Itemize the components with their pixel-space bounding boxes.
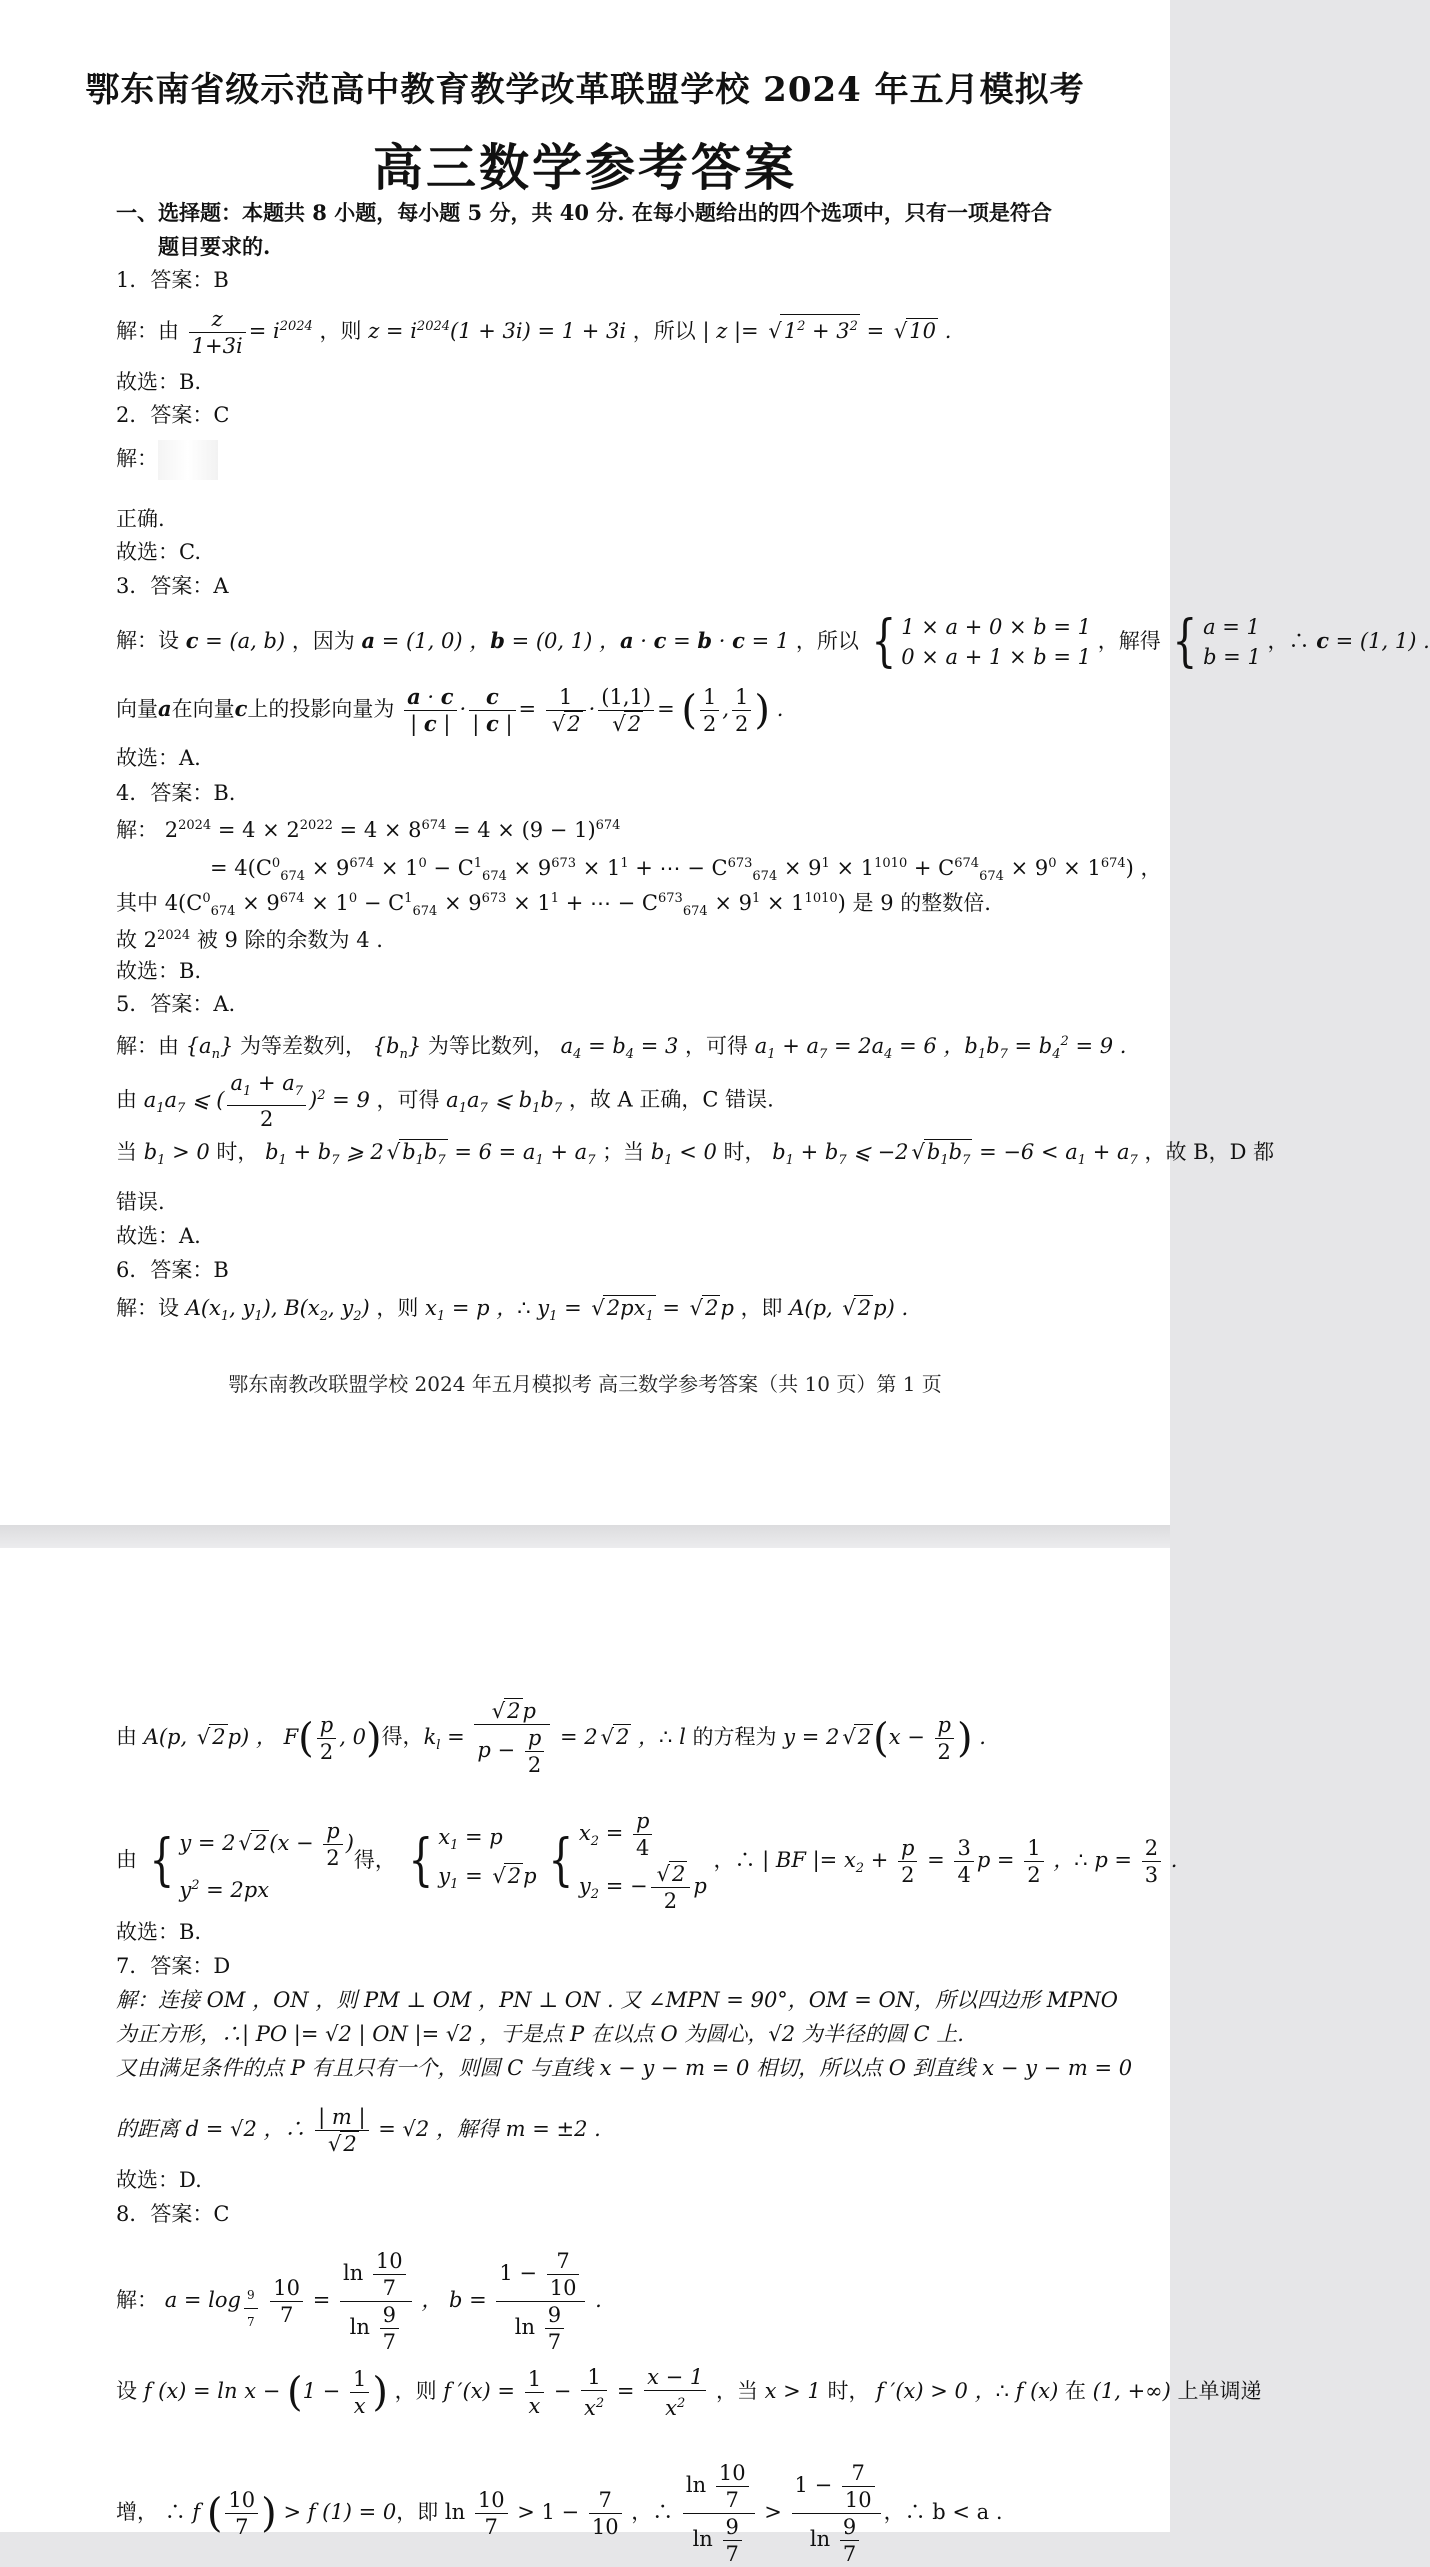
q6-solution-line3: 由 { y = 2√ 2(x − $\frac{p}{2}$ ) $y^2 = 2px$得， { $x_1 = p$ $y_1$ = √ 2p { $x_2$ = $\frac{p}{4}$ $y_2$ = − √ $\frac{2}{2}$ p ，∴ | BF |= $x_2$ + $\frac{p}{2}$ = $\frac{3}{4}$ p = $\frac{1}{2}$ ，∴ p = $\frac{2}{3}$ .	[116, 1808, 1177, 1914]
q6-p2-prefix: 由	[116, 1724, 137, 1749]
q6-p2-got: 得，	[381, 1724, 424, 1749]
q8-line2: 设 f (x) = ln x − (1 − $\frac{1}{x}$ ) ，则 f ′(x) = $\frac{1}{x}$ − $\frac{1}{x^2}$ = $\frac{x - 1}{x^2}$ ，当 x > 1 时， f ′(x) > 0 ，∴ f (x) 在 (1, +∞) 上单调递	[116, 2365, 1262, 2420]
section-heading: 一、选择题：本题共 8 小题，每小题 5 分，共 40 分. 在每小题给出的四个选项中，只有一项是符合	[116, 200, 1052, 225]
q1-solution: 解：由 $\frac{z}{1+3i}$ = $i^{2024}$ ，则 $z = i^{2024}(1 + 3i) = 1 + 3i$ ，所以 | z |= √ $1^2 + 3^2$ = √ 10 .	[116, 306, 951, 359]
q4-solution-line4: 故 $2^{2024}$ 被 9 除的余数为 4 .	[116, 928, 383, 952]
q4-solution-line1: 解： $2^{2024} = 4 \times 2^{2022} = 4 \times 8^{674} = 4 \times (9 - 1)^{674}$	[116, 818, 621, 842]
q7-line4: 的距离 d = √2 ，∴ | m | √ 2 = √2 ，解得 m = ±2 .	[116, 2104, 601, 2157]
q3-proj-text2: 在向量	[171, 697, 235, 721]
q5-sol-prefix: 解：由	[116, 1034, 179, 1058]
q5-l2-suffix: ，故 A 正确，C 错误.	[568, 1087, 774, 1112]
q6-solution-line1: 解：设 $A(x_1$, $y_1$), $B(x_2$, $y_2$) ，则 $x_1 = p$ ，∴ $y_1$ = √ $2px_1$ = √ 2p ，即 A(p, √ 2p) .	[116, 1292, 908, 1333]
q7-conclusion: 故选：D.	[116, 2168, 202, 2192]
document-title: 高三数学参考答案	[373, 138, 797, 197]
q1-conclusion: 故选：B.	[116, 370, 202, 394]
q6-answer: 6．答案：B	[116, 1258, 229, 1282]
q8-answer: 8．答案：C	[116, 2202, 230, 2226]
page-footer: 鄂东南教改联盟学校 2024 年五月模拟考 高三数学参考答案（共 10 页）第 1 页	[228, 1372, 942, 1396]
q3-solution: 解：设 c = (a, b) ，因为 a = (1, 0) ，b = (0, 1) ，a · c = b · c = 1 ，所以 { 1 × a + 0 × b = 1 0 × a + 1 × b = 1 ，解得 { a = 1 b = 1 ，∴ c = (1, 1) .	[116, 609, 1430, 674]
q4-line3-suffix: 是 9 的整数倍.	[852, 891, 991, 915]
q2-sol-prefix: 解：	[116, 446, 158, 471]
q5-solution-line2: 由 $a_1a_7$ ⩽ ( $\frac{a_1 + a_7}{2}$ )$^2$ = 9 ，可得 $a_1a_7$ ⩽ $b_1b_7$ ，故 A 正确，C 错误.	[116, 1071, 774, 1132]
q6-p2-sys-prefix: 由	[116, 1847, 137, 1872]
q6-sol-prefix: 解：设	[116, 1296, 179, 1320]
q4-solution-line2: = $4(C^0_{674} \times 9^{674} \times 1^0 - C^1_{674} \times 9^{673} \times 1^1$ + ⋯ − $C^{673}_{674} \times 9^1 \times 1^{1010} + C^{674}_{674} \times 9^0 \times 1^{674}$) ，	[210, 856, 1162, 885]
q7-answer: 7．答案：D	[116, 1954, 231, 1978]
q5-solution-line1: 解：由 $\{a_n\}$ 为等差数列， $\{b_n\}$ 为等比数列， $a_4 = b_4 = 3$ ，可得 $a_1 + a_7 = 2a_4 = 6$ ，$b_1b_7 = b_4^2 = 9$ .	[116, 1034, 1127, 1063]
q3-conclusion: 故选：A.	[116, 746, 201, 770]
q4-conclusion: 故选：B.	[116, 959, 202, 983]
q8-line1: 解： a = log $_{\frac{9}{7}}$ $\frac{10}{7}$ = ln $\frac{10}{7}$ ln $\frac{9}{7}$ ， b = 1 − $\frac{7}{10}$ ln $\frac{9}{7}$ .	[116, 2249, 602, 2354]
q2-solution	[116, 440, 218, 480]
q4-line3-prefix: 其中	[116, 891, 158, 915]
q7-line1: 解：连接 OM ，ON ，则 PM ⊥ OM ，PN ⊥ ON . 又 ∠MPN = 90°，OM = ON，所以四边形 MPNO	[116, 1988, 1118, 2012]
q2-conclusion: 故选：C.	[116, 540, 201, 564]
q8-l3-prefix: 增，	[116, 2500, 158, 2524]
q5-l3-suffix: ，故 B，D 都	[1144, 1140, 1275, 1164]
q7-line3: 又由满足条件的点 P 有且只有一个，则圆 C 与直线 x − y − m = 0 相切，所以点 O 到直线 x − y − m = 0	[116, 2056, 1133, 2080]
q1-answer: 1．答案：B	[116, 268, 229, 292]
q4-answer: 4．答案：B.	[116, 781, 236, 805]
q8-l3-mid: ，即	[396, 2500, 439, 2524]
q2-answer: 2．答案：C	[116, 403, 230, 427]
q7-l4-suffix: = √2 ，解得 m = ±2 .	[378, 2117, 601, 2141]
q5-l3-prefix: 当	[116, 1140, 137, 1164]
q4-line4-prefix: 故	[116, 928, 137, 952]
section-heading-cont: 题目要求的.	[158, 234, 271, 259]
q1-sol-prefix: 解：由	[116, 319, 179, 343]
q8-l3-end: ，∴ b < a .	[883, 2500, 1003, 2524]
q7-l4-prefix: 的距离 d = √2 ，∴	[116, 2117, 306, 2141]
q4-sol-prefix: 解：	[116, 818, 158, 842]
q5-l2-prefix: 由	[116, 1087, 137, 1112]
q4-solution-line3: 其中 $4(C^0_{674} \times 9^{674} \times 1^0 - C^1_{674} \times 9^{673} \times 1^1$ + ⋯ − $C^{673}_{674} \times 9^1 \times 1^{1010}$) 是 9 的整数倍.	[116, 891, 991, 920]
q6-solution-line2: 由 A(p, √ 2p) ， F( $\frac{p}{2}$ , 0)得，$k_l$ = √ 2p p − $\frac{p}{2}$ = 2√ 2 ，∴ l 的方程为 y = 2√ 2(x − $\frac{p}{2}$ ) .	[116, 1698, 986, 1778]
q3-answer: 3．答案：A	[116, 574, 229, 598]
q8-line3: 增， ∴ f ( $\frac{10}{7}$ ) > f (1) = 0，即 ln $\frac{10}{7}$ > 1 − $\frac{7}{10}$ ，∴ ln $\frac{10}{7}$ ln $\frac{9}{7}$ > 1 − $\frac{7}{10}$ ln $\frac{9}{7}$ ，∴ b < a .	[116, 2461, 1003, 2566]
exam-title: 鄂东南省级示范高中教育教学改革联盟学校 2024 年五月模拟考	[85, 70, 1085, 110]
page-separator	[0, 1525, 1170, 1548]
q7-line2: 为正方形，∴| PO |= √2 | ON |= √2 ，于是点 P 在以点 O 为圆心，√2 为半径的圆 C 上.	[116, 2022, 964, 2046]
q3-proj-text3: 上的投影向量为	[247, 697, 395, 721]
q3-proj-text: 向量	[116, 697, 158, 721]
q5-solution-line4: 错误.	[116, 1190, 165, 1214]
answer-sheet-page-2	[0, 1548, 1262, 2566]
q3-projection: 向量a在向量c上的投影向量为 $\frac{a \cdot c}{| c |}$ · $\frac{c}{| c |}$ = 1 √ 2 · (1,1) √ 2 = ( $\frac{1}{2}$ , $\frac{1}{2}$ ) .	[116, 684, 783, 737]
q8-l2-prefix: 设	[116, 2379, 137, 2403]
q8-sol-prefix: 解：	[116, 2288, 158, 2312]
q5-conclusion: 故选：A.	[116, 1224, 201, 1248]
q5-answer: 5．答案：A.	[116, 992, 236, 1016]
q4-line4-text: 被 9 除的余数为 4 .	[196, 928, 383, 952]
q6-conclusion: 故选：B.	[116, 1920, 202, 1944]
q2-correct: 正确.	[116, 507, 165, 531]
q5-solution-line3: 当 $b_1 > 0$ 时， $b_1 + b_7$ ⩾ 2√ $b_1b_7 = 6 = a_1 + a_7$ ；当 $b_1 < 0$ 时， $b_1 + b_7$ ⩽ −2√ $b_1b_7 = -6 < a_1 + a_7$ ，故 B，D 都	[116, 1136, 1274, 1177]
faded-content	[158, 440, 218, 480]
q3-sol-prefix: 解：设	[116, 628, 179, 653]
